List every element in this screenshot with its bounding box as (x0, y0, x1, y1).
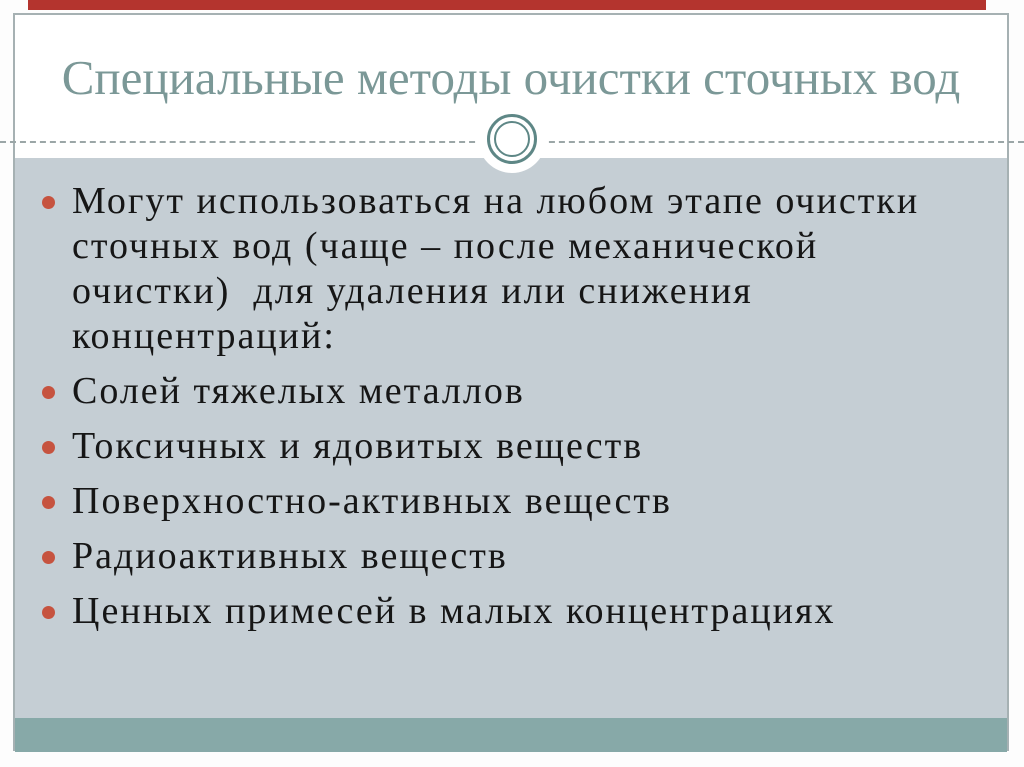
bullet-icon (42, 551, 55, 564)
list-item (42, 424, 937, 469)
bullet-text: Могут использоваться на любом этапе очистки сточных вод (чаще – после механической очистки) для удаления или снижения концентраций: (72, 180, 931, 357)
bullet-text: Поверхностно-активных веществ (72, 480, 672, 522)
bullet-icon (42, 196, 55, 209)
list-item (42, 179, 937, 359)
footer-accent-bar (15, 718, 1007, 752)
list-item (42, 479, 937, 524)
top-accent-bar (28, 0, 986, 10)
bullet-icon (42, 606, 55, 619)
bullet-icon (42, 441, 55, 454)
list-item (42, 589, 937, 634)
list-item (42, 534, 937, 579)
bullet-icon (42, 386, 55, 399)
circle-ornament-inner-ring (494, 121, 530, 157)
bullet-text: Ценных примесей в малых концентрациях (72, 590, 836, 632)
bullet-text: Солей тяжелых металлов (72, 370, 525, 412)
bullet-text: Радиоактивных веществ (72, 535, 508, 577)
slide-title: Специальные методы очистки сточных вод (61, 50, 961, 105)
bullet-icon (42, 496, 55, 509)
list-item (42, 369, 937, 414)
bullet-list (42, 179, 937, 644)
bullet-text: Токсичных и ядовитых веществ (72, 425, 644, 467)
